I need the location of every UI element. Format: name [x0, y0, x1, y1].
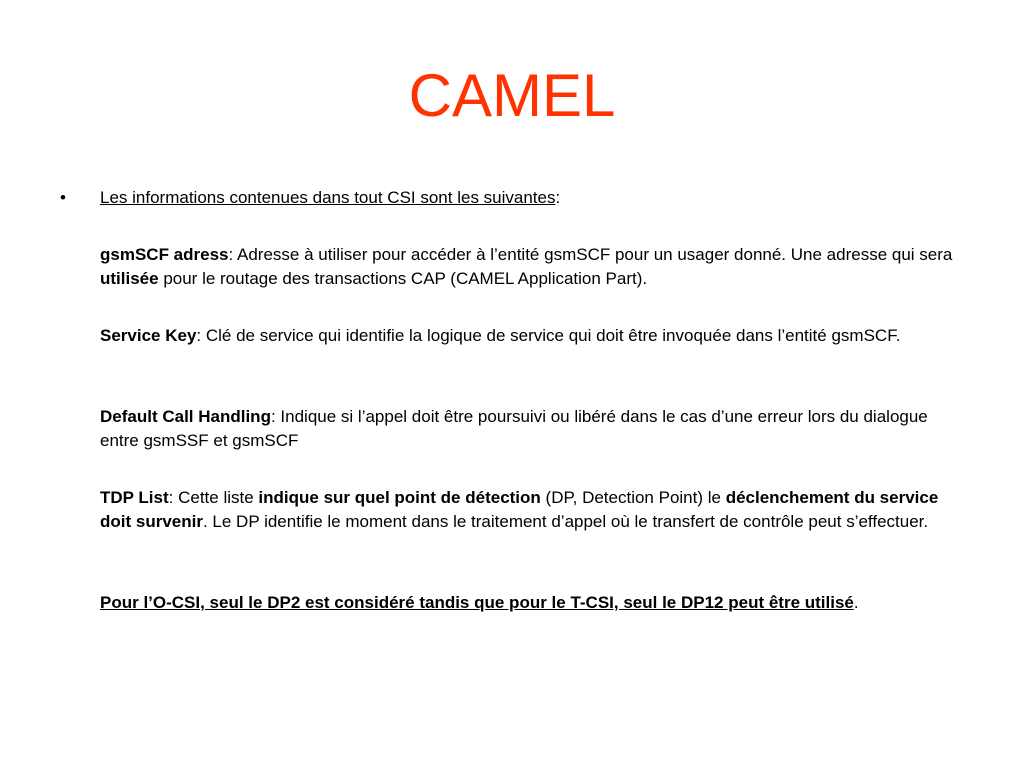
- item-service-key: [100, 324, 960, 348]
- item-text: . Le DP identifie le moment dans le traitement d’appel où le transfert de contrôle peut s’effectuer.: [202, 512, 929, 531]
- item-text: : Cette liste: [168, 488, 259, 507]
- note-text: Pour l’O-CSI, seul le DP2 est considéré tandis que pour le T-CSI, seul le DP12 peut être utilisé: [100, 593, 854, 612]
- item-term: Default Call Handling: [100, 407, 271, 426]
- item-default-call-handling: [100, 405, 960, 453]
- item-term: gsmSCF adress: [100, 245, 229, 264]
- item-gsmscf-adress: [100, 243, 960, 291]
- item-bold: déclenchement du service doit survenir: [100, 488, 939, 531]
- item-tdp-list: [100, 486, 960, 534]
- item-text: : Adresse à utiliser pour accéder à l’entité gsmSCF pour un usager donné. Une adresse qui sera: [228, 245, 953, 264]
- item-bold: utilisée: [100, 269, 159, 288]
- item-term: TDP List: [100, 488, 169, 507]
- note-paragraph: [100, 591, 960, 615]
- note-suffix: .: [853, 593, 859, 612]
- item-term: Service Key: [100, 326, 197, 345]
- bullet-text-wrap: [100, 186, 560, 210]
- item-text: : Indique si l’appel doit être poursuivi ou libéré dans le cas d’une erreur lors du dialogue entre gsmSSF et gsmSCF: [100, 407, 928, 450]
- item-text: pour le routage des transactions CAP (CAMEL Application Part).: [158, 269, 648, 288]
- bullet-intro-suffix: :: [555, 188, 561, 207]
- item-text: (DP, Detection Point) le: [540, 488, 726, 507]
- item-bold: indique sur quel point de détection: [258, 488, 541, 507]
- slide-title: CAMEL: [408, 62, 616, 129]
- bullet-marker: •: [60, 188, 66, 207]
- bullet-intro-text: Les informations contenues dans tout CSI sont les suivantes: [100, 188, 556, 207]
- item-text: : Clé de service qui identifie la logique de service qui doit être invoquée dans l’entité gsmSCF.: [196, 326, 901, 345]
